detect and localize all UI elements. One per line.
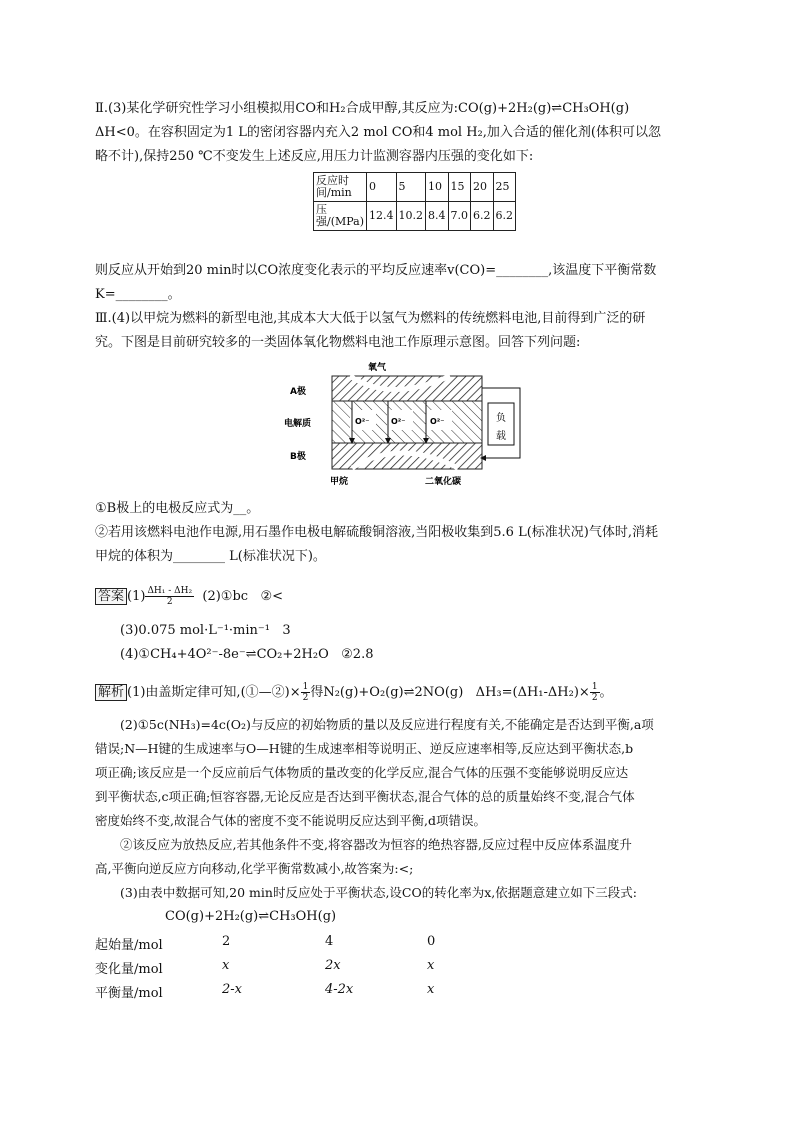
question-line-10: 甲烷的体积为________ L(标准状况下)。 xyxy=(95,549,326,564)
analysis-text: 得N₂(g)+O₂(g)⇌2NO(g) ΔH₃=(ΔH₁-ΔH₂)× xyxy=(310,685,590,700)
analysis-p2-2: 错误;N—H键的生成速率与O—H键的生成速率相等说明正、逆反应速率相等,反应达到平衡状态,b xyxy=(95,741,634,756)
analysis-p2-4: 到平衡状态,c项正确;恒容容器,无论反应是否达到平衡状态,混合气体的总的质量始终不变,混合气体 xyxy=(95,789,635,804)
stage-cell: x xyxy=(427,982,435,997)
electrolyte-label: 电解质 xyxy=(284,419,312,429)
analysis-p3-1: ②该反应为放热反应,若其他条件不变,将容器改为恒容的绝热容器,反应过程中反应体系温度升 xyxy=(120,837,632,852)
stage-cell: x xyxy=(222,958,230,973)
oxygen-label: 氧气 xyxy=(368,363,387,373)
fuel-cell-diagram xyxy=(280,358,530,492)
table-cell: 7.0 xyxy=(448,202,471,231)
stage-cell: 4-2x xyxy=(325,982,354,997)
question-line-9: ②若用该燃料电池作电源,用石墨作电极电解硫酸铜溶液,当阳极收集到5.6 L(标准状况)气体时,消耗 xyxy=(95,525,658,540)
answer-part-1: (1) xyxy=(127,589,146,604)
analysis-p2-1: (2)①5c(NH₃)=4c(O₂)与反应的初始物质的量以及反应进行程度有关,不能确定是否达到平衡,a项 xyxy=(120,717,654,732)
stage-row-label: 平衡量/mol xyxy=(95,986,163,1001)
row-label-time: 反应时间/min xyxy=(314,173,367,202)
table-cell: 8.4 xyxy=(426,202,449,231)
fraction xyxy=(301,682,311,703)
row-label-pressure: 压强/(MPa) xyxy=(314,202,367,231)
analysis-text: (1)由盖斯定律可知,(①—②)× xyxy=(127,685,301,700)
question-line-3: 略不计),保持250 ℃不变发生上述反应,用压力计监测容器内压强的变化如下: xyxy=(95,149,534,164)
stage-row-label: 起始量/mol xyxy=(95,938,163,953)
analysis-p4-1: (3)由表中数据可知,20 min时反应处于平衡状态,设CO的转化率为x,依据题意建立如下三段式: xyxy=(120,885,637,900)
table-cell: 20 xyxy=(471,173,494,202)
question-line-8: ①B极上的电极反应式为__。 xyxy=(95,501,260,516)
question-line-2: ΔH<0。在容积固定为1 L的密闭容器内充入2 mol CO和4 mol H₂,加入合适的催化剂(体积可以忽 xyxy=(95,125,661,140)
analysis-tag: 解析 xyxy=(95,684,127,701)
table-cell: 0 xyxy=(367,173,397,202)
stage-cell: 2 xyxy=(222,934,231,949)
stage-cell: 2x xyxy=(325,958,341,973)
fraction-denominator: 2 xyxy=(591,693,598,703)
answer-tag: 答案 xyxy=(95,588,127,605)
table-cell: 10 xyxy=(426,173,449,202)
table-row xyxy=(314,173,516,202)
analysis-line-1 xyxy=(95,682,613,703)
ion-label: O²⁻ xyxy=(355,417,370,426)
co2-label: 二氧化碳 xyxy=(425,477,462,487)
load-label-1: 负 xyxy=(496,413,506,424)
stage-cell: x xyxy=(427,958,435,973)
table-cell: 10.2 xyxy=(396,202,426,231)
table-cell: 25 xyxy=(493,173,516,202)
table-cell: 15 xyxy=(448,173,471,202)
analysis-p2-5: 密度始终不变,故混合气体的密度不变不能说明反应达到平衡,d项错误。 xyxy=(95,813,486,828)
question-line-5: K=________。 xyxy=(95,287,181,302)
stage-row-label: 变化量/mol xyxy=(95,962,163,977)
stage-cell: 2-x xyxy=(222,982,242,997)
a-electrode-label: A极 xyxy=(290,387,306,397)
load-label-2: 载 xyxy=(496,431,506,442)
question-line-6: Ⅲ.(4)以甲烷为燃料的新型电池,其成本大大低于以氢气为燃料的传统燃料电池,目前得到广泛的研 xyxy=(95,311,646,326)
question-line-7: 究。下图是目前研究较多的一类固体氧化物燃料电池工作原理示意图。回答下列问题: xyxy=(95,335,581,350)
pressure-table xyxy=(313,172,516,231)
fraction-denominator: 2 xyxy=(166,597,173,607)
table-cell: 6.2 xyxy=(471,202,494,231)
question-line-1: Ⅱ.(3)某化学研究性学习小组模拟用CO和H₂合成甲醇,其反应为:CO(g)+2H₂(g)⇌CH₃OH(g) xyxy=(95,101,630,116)
answer-line-3: (3)0.075 mol·L⁻¹·min⁻¹ 3 xyxy=(120,623,291,638)
fraction-numerator: ΔH₁ - ΔH₂ xyxy=(147,586,193,596)
analysis-p3-2: 高,平衡向逆反应方向移动,化学平衡常数减小,故答案为:<; xyxy=(95,861,414,876)
question-line-4: 则反应从开始到20 min时以CO浓度变化表示的平均反应速率v(CO)=________,该温度下平衡常数 xyxy=(95,263,657,278)
fraction-denominator: 2 xyxy=(302,693,309,703)
table-cell: 6.2 xyxy=(493,202,516,231)
equation: CO(g)+2H₂(g)⇌CH₃OH(g) xyxy=(165,909,337,924)
fraction xyxy=(145,586,194,607)
stage-cell: 4 xyxy=(325,934,334,949)
table-row xyxy=(314,202,516,231)
analysis-text: 。 xyxy=(599,685,613,700)
fraction-numerator: 1 xyxy=(302,682,309,692)
ion-label: O²⁻ xyxy=(391,417,406,426)
methane-label: 甲烷 xyxy=(330,477,349,487)
answer-part-2: (2)①bc ②< xyxy=(194,589,284,604)
fraction-numerator: 1 xyxy=(591,682,598,692)
table-cell: 5 xyxy=(396,173,426,202)
ion-label: O²⁻ xyxy=(430,417,445,426)
answer-line-4: (4)①CH₄+4O²⁻-8e⁻⇌CO₂+2H₂O ②2.8 xyxy=(120,647,374,662)
stage-cell: 0 xyxy=(427,934,436,949)
answer-line-1 xyxy=(95,586,283,607)
fraction xyxy=(590,682,600,703)
table-cell: 12.4 xyxy=(367,202,397,231)
b-electrode-label: B极 xyxy=(290,452,306,462)
analysis-p2-3: 项正确;该反应是一个反应前后气体物质的量改变的化学反应,混合气体的压强不变能够说明反应达 xyxy=(95,765,629,780)
